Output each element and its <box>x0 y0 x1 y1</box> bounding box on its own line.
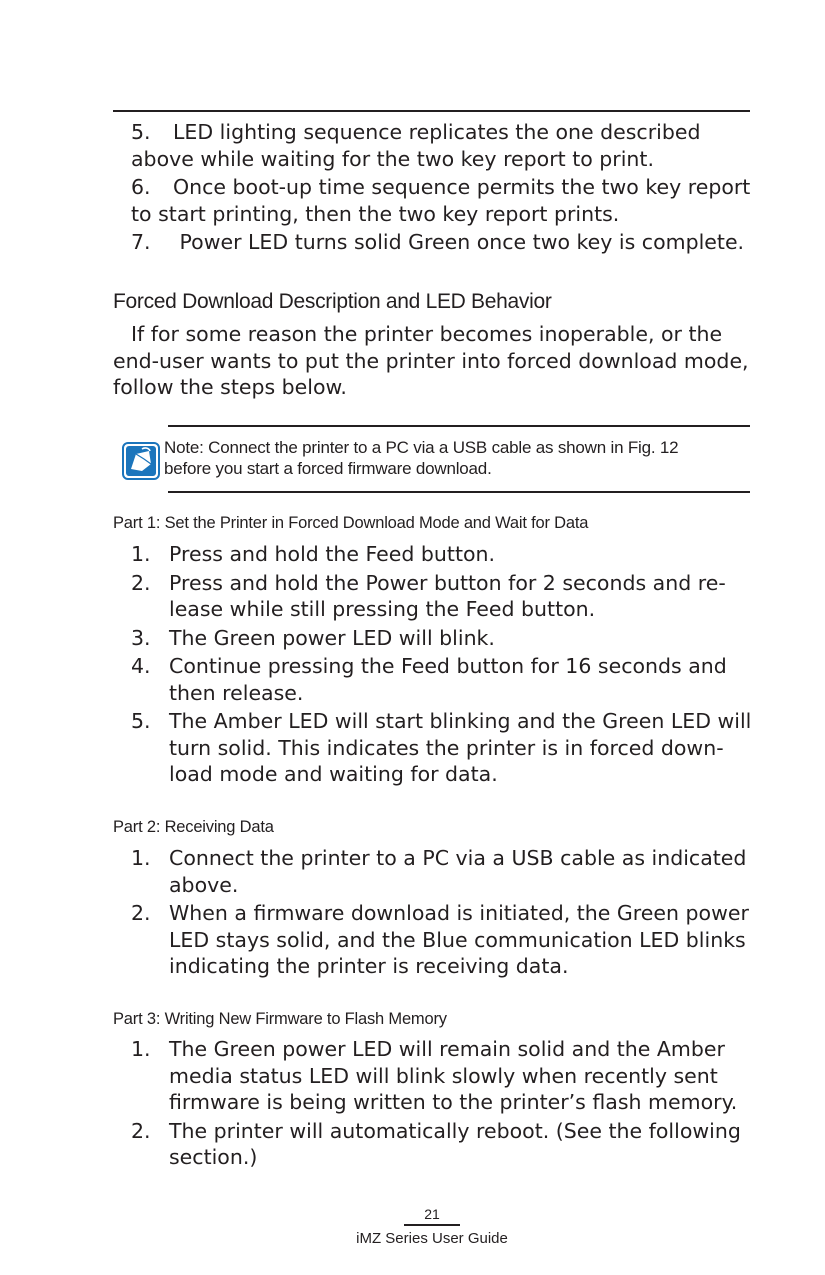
step-text: Press and hold the Feed button. <box>169 542 496 566</box>
step-text: The Green power LED will remain solid and the Amber media status LED will blink slowly when recently sent firmware is being written to the printer’s flash memory. <box>169 1037 738 1114</box>
step-number: 1. <box>131 1037 151 1061</box>
list-item <box>131 541 756 568</box>
step-text: Continue pressing the Feed button for 16 seconds and then release. <box>169 654 727 705</box>
step-number: 6. <box>131 175 151 199</box>
list-item <box>131 653 756 706</box>
note-line-2: before you start a forced firmware download. <box>164 459 492 478</box>
list-item <box>131 1036 756 1116</box>
step-text: The Amber LED will start blinking and the Green LED will turn solid. This indicates the printer is in forced down-load mode and waiting for data. <box>169 709 752 786</box>
list-item <box>131 625 756 652</box>
list-item <box>131 229 756 256</box>
list-item <box>131 900 756 980</box>
note-bottom-rule <box>168 491 750 493</box>
footer-rule <box>404 1224 460 1226</box>
part3-steps <box>131 1036 756 1173</box>
list-item <box>131 708 756 788</box>
page-number: 21 <box>424 1206 440 1222</box>
list-item <box>131 570 756 623</box>
part1-heading: Part 1: Set the Printer in Forced Download Mode and Wait for Data <box>113 514 589 532</box>
step-text: The printer will automatically reboot. (See the following section.) <box>169 1118 741 1169</box>
step-text: The Green power LED will blink. <box>169 625 495 650</box>
step-text: Once boot-up time sequence permits the two key report to start printing, then the two key report prints. <box>131 175 751 226</box>
part2-steps <box>131 845 756 982</box>
part2-heading: Part 2: Receiving Data <box>113 818 274 836</box>
step-number: 1. <box>131 542 151 566</box>
part3-heading: Part 3: Writing New Firmware to Flash Memory <box>113 1010 447 1028</box>
step-number: 3. <box>131 625 151 650</box>
step-text: Press and hold the Power button for 2 seconds and re-lease while still pressing the Feed button. <box>169 570 726 621</box>
list-item <box>131 1118 756 1171</box>
part1-steps <box>131 541 756 790</box>
intro-paragraph: If for some reason the printer becomes inoperable, or the end-user wants to put the printer into forced download mode, follow the steps below. <box>113 322 749 399</box>
step-number: 7. <box>131 230 151 254</box>
section-title: Forced Download Description and LED Behavior <box>113 290 552 313</box>
step-number: 2. <box>131 1118 151 1143</box>
footer-title: iMZ Series User Guide <box>356 1230 508 1247</box>
note-text <box>164 437 724 479</box>
step-number: 5. <box>131 709 151 733</box>
list-item <box>131 119 756 172</box>
step-number: 2. <box>131 570 151 595</box>
list-item <box>131 845 756 898</box>
note-hand-icon <box>122 442 160 480</box>
step-text: When a firmware download is initiated, the Green power LED stays solid, and the Blue communication LED blinks indicating the printer is receiving data. <box>169 901 749 978</box>
step-number: 1. <box>131 846 151 870</box>
step-number: 4. <box>131 654 151 678</box>
step-number: 2. <box>131 901 151 925</box>
step-number: 5. <box>131 120 151 144</box>
step-text: Power LED turns solid Green once two key is complete. <box>173 230 745 254</box>
top-rule <box>113 110 750 112</box>
note-top-rule <box>168 425 750 427</box>
step-text: Connect the printer to a PC via a USB cable as indicated above. <box>169 846 747 897</box>
note-line-1: Note: Connect the printer to a PC via a USB cable as shown in Fig. 12 <box>164 438 679 457</box>
step-text: LED lighting sequence replicates the one described above while waiting for the two key report to print. <box>131 120 701 171</box>
continued-steps-list <box>131 119 756 258</box>
list-item <box>131 174 756 227</box>
